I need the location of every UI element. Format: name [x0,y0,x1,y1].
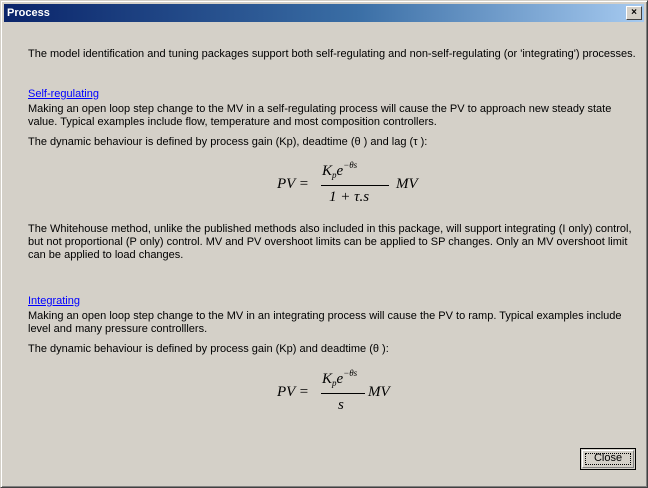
integrating-formula [277,367,437,417]
close-button[interactable] [580,448,636,470]
whitehouse-text-line1: The Whitehouse method, unlike the published methods also included in this package, will support integrating (I only) control, [28,223,632,235]
integrating-dynamic-text: The dynamic behaviour is defined by process gain (Kp) and deadtime (θ ): [28,343,389,355]
self-regulating-text-line1: Making an open loop step change to the MV in a self-regulating process will cause the PV to approach new steady state [28,103,612,115]
whitehouse-text-line3: can be applied to load changes. [28,249,184,261]
formula-denominator: s [338,397,344,413]
self-regulating-link[interactable]: Self-regulating [28,88,99,100]
self-regulating-dynamic-text: The dynamic behaviour is defined by process gain (Kp), deadtime (θ ) and lag (τ ): [28,136,428,148]
close-icon[interactable]: × [626,6,642,20]
formula-rhs: MV [368,384,390,400]
whitehouse-text-line2: but not proportional (P only) control. MV and PV overshoot limits can be applied to SP changes. Only an MV overshoot limit [28,236,628,248]
title-bar [4,4,644,22]
fraction-bar [321,393,365,394]
self-regulating-formula [277,159,437,209]
fraction-bar [321,185,389,186]
integrating-text-line2: level and many pressure controlllers. [28,323,208,335]
formula-numerator: $K_pe^{-\theta s}$ [322,160,358,180]
formula-denominator: 1 + τ.s [329,189,370,205]
formula-lhs: PV = [277,176,309,192]
formula-rhs: MV [396,176,418,192]
integrating-text-line1: Making an open loop step change to the MV in an integrating process will cause the PV to ramp. Typical examples include [28,310,622,322]
formula-lhs: PV = [277,384,309,400]
window-title: Process [7,7,50,19]
formula-numerator: $K_pe^{-\theta s}$ [322,368,358,388]
self-regulating-text-line2: value. Typical examples include flow, temperature and most composition controllers. [28,116,437,128]
integrating-link[interactable]: Integrating [28,295,80,307]
close-button-label: Close [593,452,623,464]
intro-text: The model identification and tuning packages support both self-regulating and non-self-regulating (or 'integrating') processes. [28,48,636,60]
